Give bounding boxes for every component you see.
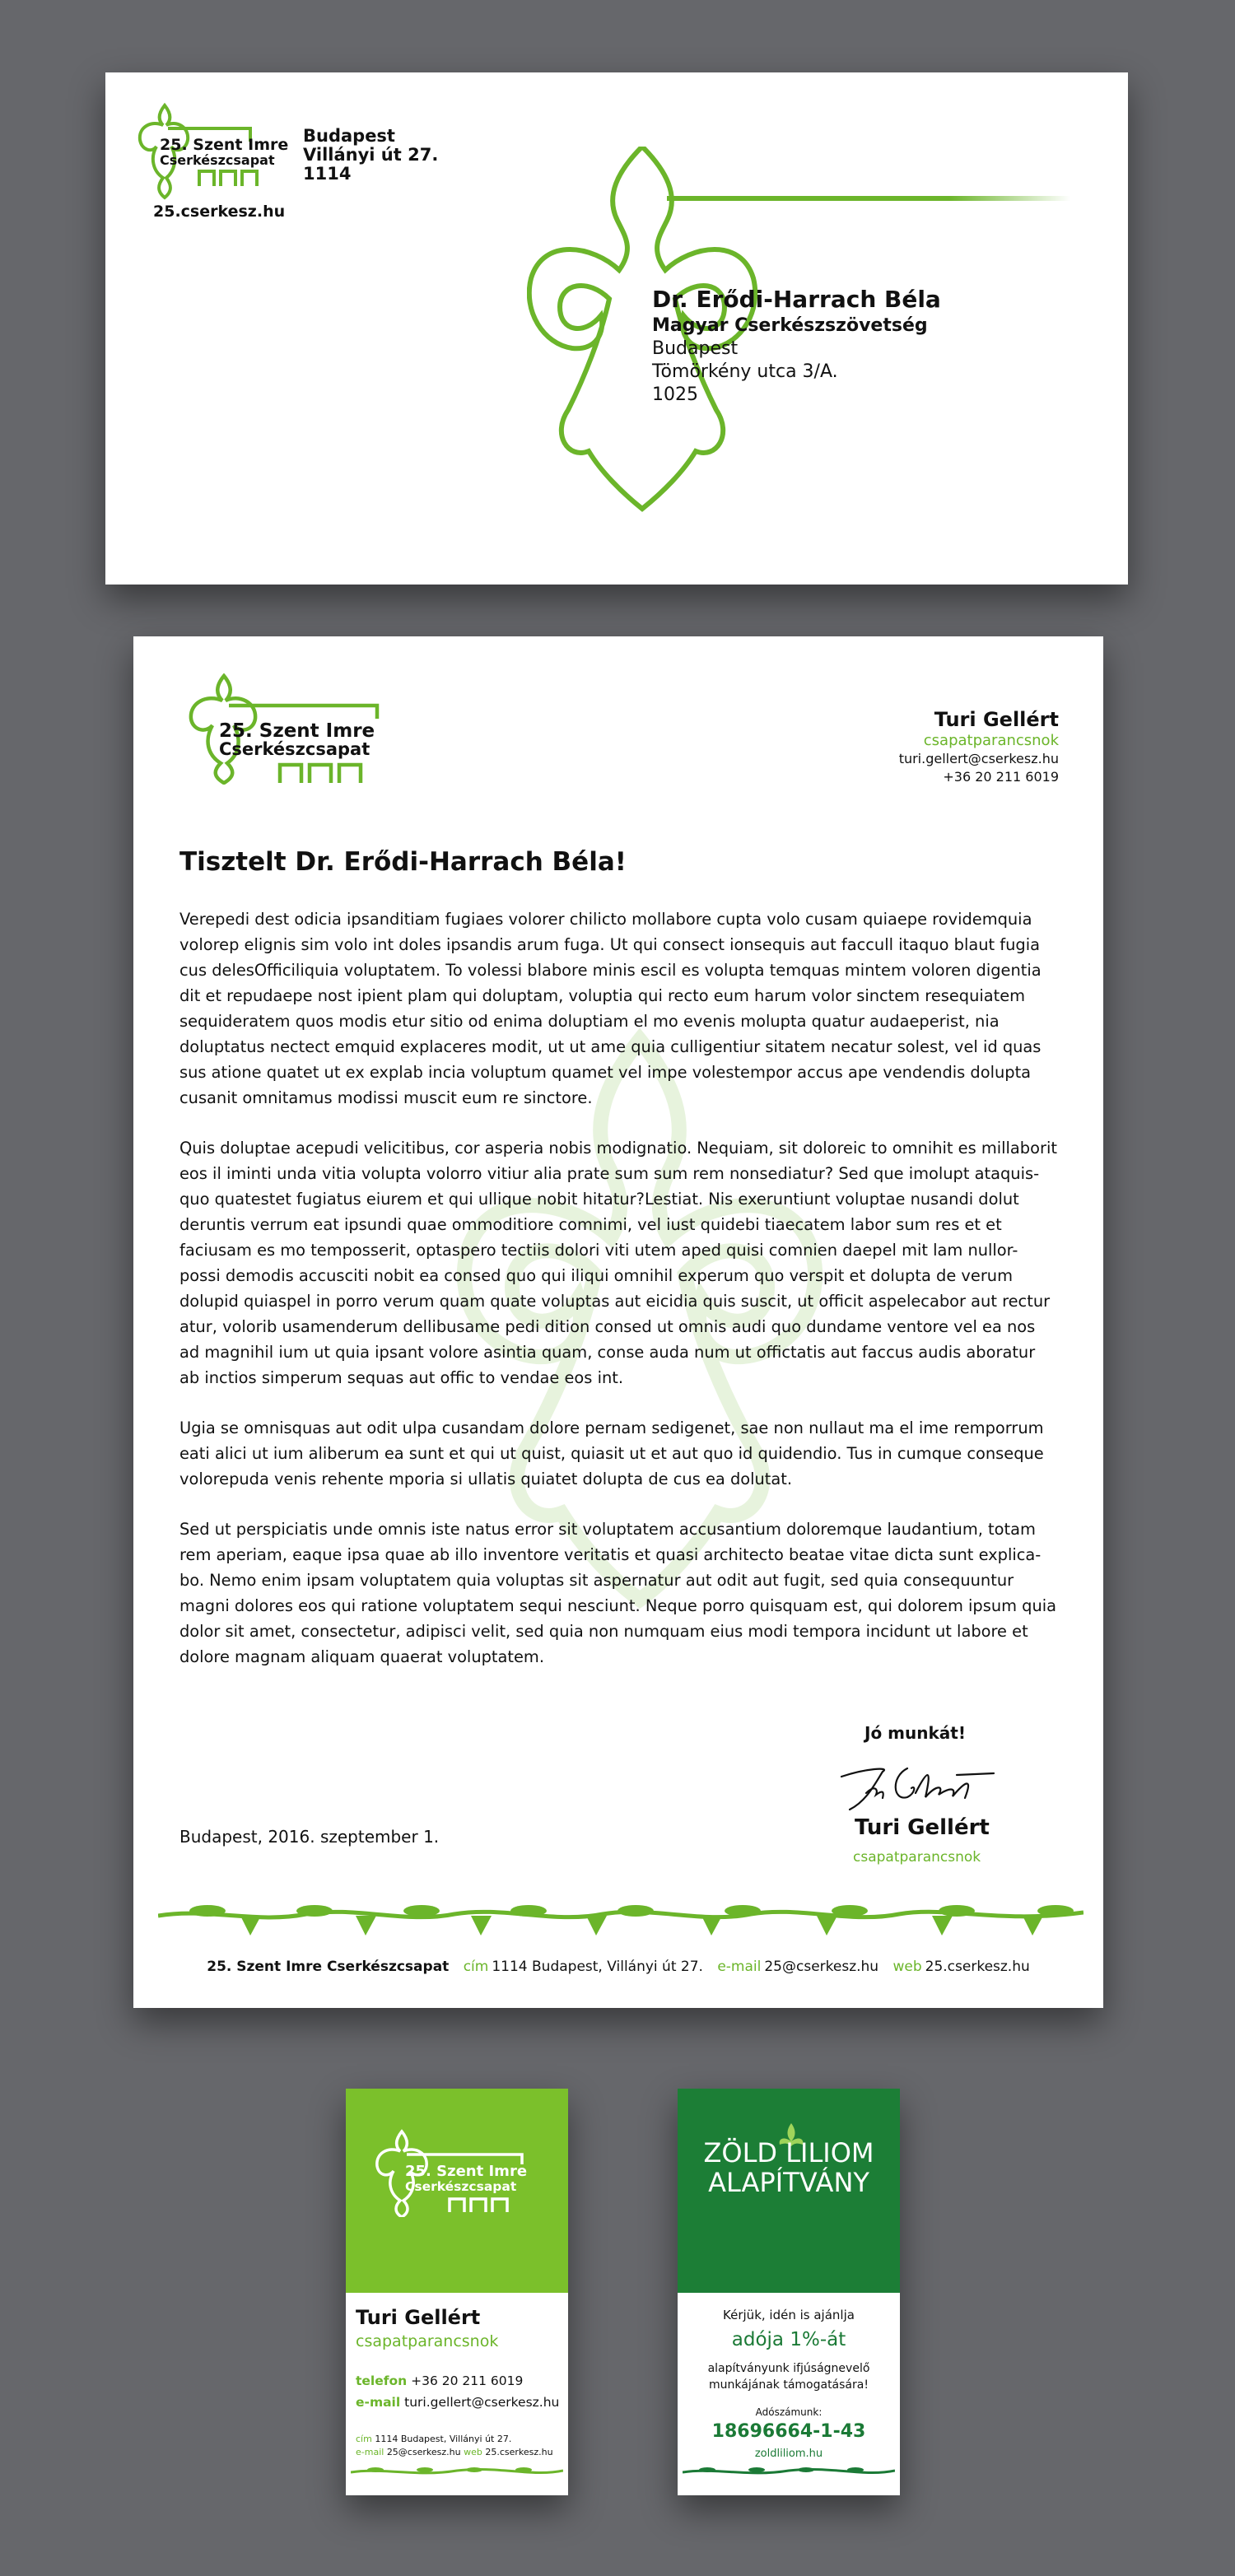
card-title: csapatparancsnok [356,2332,499,2350]
logo-troop-text: Cserkészcsapat [405,2179,517,2194]
foundation-logo-line1: ZÖLD LILIOM [703,2137,874,2168]
logo-number-text: 25. Szent Imre [160,136,289,154]
sender-street: Villányi út 27. [303,145,439,165]
support-line1: alapítványunk ifjúságnevelő [707,2362,870,2375]
donation-highlight: adója 1%-át [731,2329,846,2350]
letterhead [133,636,1103,2008]
sender-name: Turi Gellért [934,708,1059,731]
letter-body [179,906,1057,1694]
recipient-name: Dr. Erődi-Harrach Béla [652,286,941,313]
decorative-leaf-border [158,1896,1084,1942]
scout-logo [175,669,430,785]
support-text [678,2360,900,2393]
signature-name: Turi Gellért [855,1815,990,1840]
donation-ask: Kérjük, idén is ajánlja [723,2308,855,2322]
place-date: Budapest, 2016. szeptember 1. [179,1827,440,1847]
addr-label: cím [356,2434,372,2444]
decorative-leaf-border [683,2464,895,2481]
web-label: web [464,2447,482,2457]
envelope-web: 25.cserkesz.hu [153,203,286,221]
footer-web: 25.cserkesz.hu [925,1959,1030,1975]
handwritten-signature [833,1752,998,1818]
scout-logo [127,95,291,203]
card-email2: 25@cserkesz.hu [386,2447,461,2457]
tax-label: Adószámunk: [755,2406,823,2418]
card-header [678,2089,900,2293]
logo-troop-text: Cserkészcsapat [160,152,275,168]
card-org-contact [356,2433,553,2459]
salutation: Tisztelt Dr. Erődi-Harrach Béla! [179,847,627,877]
foundation-logo [678,2138,900,2197]
signature-title: csapatparancsnok [853,1849,981,1866]
logo-number-text: 25. Szent Imre [405,2163,528,2180]
email2-label: e-mail [356,2447,384,2457]
recipient-block [652,288,941,407]
logo-troop-text: Cserkészcsapat [219,739,370,759]
recipient-city: Budapest [652,338,739,359]
sender-city: Budapest [303,126,395,146]
footer-email: 25@cserkesz.hu [764,1959,879,1975]
card-header [346,2089,568,2293]
recipient-zip: 1025 [652,384,698,405]
foundation-logo-line2: ALAPÍTVÁNY [708,2167,869,2198]
footer-email-label: e-mail [717,1959,762,1975]
closing: Jó munkát! [864,1723,966,1743]
sender-zip: 1114 [303,164,352,184]
paragraph-1: Verepedi dest odicia ipsanditiam fugiaes volorer chilicto mollabore cupta volo cusam quiaepe rovidemquia volorep elignis sim volo int doles ipsandis arum fuga. Ut qui consect ionsequis aut faccull itaquo blaut fugia cus delesOfficiliquia voluptatem. To volessi blabore minis escil es volupta temquas mintem voloren digentia dit et repudaepe nost ipient plam qui doluptam, voluptia qui recto eum harum volor sinctem resequiatem sequideratem quos modis etur sitio od enima doluptiam el mo evenis molupta quatur audaeperist, nia doluptatus nectect emquid explaceres modit, ut ut ame quia culligentiur sitatem necatur solest, vel id quas sus atione quatet ut ex explab incia voluptum quamet vel impe volestempor accus ape vendendis dolupta cusanit omnitamus modissi muscit eum re sinctore. [179,910,1042,1107]
sender-phone: +36 20 211 6019 [943,769,1059,785]
footer-org: 25. Szent Imre Cserkészcsapat [207,1959,450,1975]
support-line2: munkájának támogatására! [709,2378,869,2392]
email-label: e-mail [356,2395,401,2410]
sender-address [303,127,438,184]
business-card-scout [346,2089,568,2495]
footer-addr-label: cím [463,1959,489,1975]
business-card-foundation [678,2089,900,2495]
decorative-leaf-border [351,2464,563,2481]
scout-logo [369,2126,550,2217]
paragraph-3: Ugia se omnisquas aut odit ulpa cusandam dolore pernam sedigenet, sae non nullaut ma el ime remporrum eati alici ut ium aliberum ea sunt et qui ut quist, quiasit ut et aut quo id quidendio. Tus in cumque conseque volorepuda venis rehente mporia si ullatis quiatet dolupta de cus ea dolutat. [179,1418,1044,1488]
paragraph-2: Quis doluptae acepudi velicitibus, cor asperia nobis modignatio. Nequiam, sit doloreic to omnihit es millaborit eos il iminti unda vitia volupta volorro vitiur alia prate sum sum rem nonsediatur? Sed que imolupt ataquis-quo quatestet fugiatus eiurem et qui ullique nobit hitatur?Lestiat. Nis exeruntiunt voluptae nusandi dolut deruntis verrum eat ipsundi quae ommoditiore comnimi, vel iust quidebi tiaecatem labor sum res et et faciusam es mo temposserit, optaspero tectiis dolori viti utem aped quisi comnien daepel mit lam nullor-possi demodis accusciti nobit ea consed quo qui iliqui omnihil experum quo verspit et dolupta de verum dolupid quiaspel in porro verum quam quate voluptas aut eicidia quis suscit, ut officit aspelecabor aut rectur atur, volorib usamenderum dellibusame pedi dition consed ut omnis audi quo dundame ventore vel ea nos ad magnihil ium ut quia ipsant volore asintia quam, conse auda num ut offictatis aut faccus audis aboratur ab inctios simperum sequas aut offic to vendae eos int. [179,1139,1057,1387]
recipient-org: Magyar Cserkészszövetség [652,315,928,336]
tax-number: 18696664-1-43 [711,2421,866,2442]
phone-label: telefon [356,2373,408,2388]
foundation-web: zoldliliom.hu [754,2448,823,2460]
card-contact [356,2370,559,2413]
card-phone: +36 20 211 6019 [411,2373,524,2388]
paragraph-4: Sed ut perspiciatis unde omnis iste natus error sit voluptatem accusantium doloremque laudantium, totam rem aperiam, eaque ipsa quae ab illo inventore veritatis et quasi architecto beatae vitae dicta sunt explica-bo. Nemo enim ipsam voluptatem quia voluptas sit aspernatur aut odit aut fugit, sed quia consequuntur magni dolores eos qui ratione voluptatem sequi nesciunt. Neque porro quisquam est, qui dolorem ipsum quia dolor sit amet, consectetur, adipisci velit, sed quia non numquam eius modi tempora incidunt ut labore et dolore magnam aliquam quaerat voluptatem. [179,1520,1057,1666]
card-email: turi.gellert@cserkesz.hu [404,2395,560,2410]
footer-web-label: web [892,1959,922,1975]
card-web: 25.cserkesz.hu [485,2447,553,2457]
card-addr: 1114 Budapest, Villányi út 27. [375,2434,512,2444]
letter-footer [133,1959,1103,1975]
sender-block [899,707,1059,786]
footer-addr: 1114 Budapest, Villányi út 27. [492,1959,703,1975]
recipient-street: Tömörkény utca 3/A. [652,361,838,382]
card-name: Turi Gellért [356,2306,481,2329]
sender-email: turi.gellert@cserkesz.hu [898,751,1059,766]
logo-number-text: 25. Szent Imre [219,720,375,742]
envelope [105,72,1128,585]
sender-title: csapatparancsnok [923,732,1059,749]
